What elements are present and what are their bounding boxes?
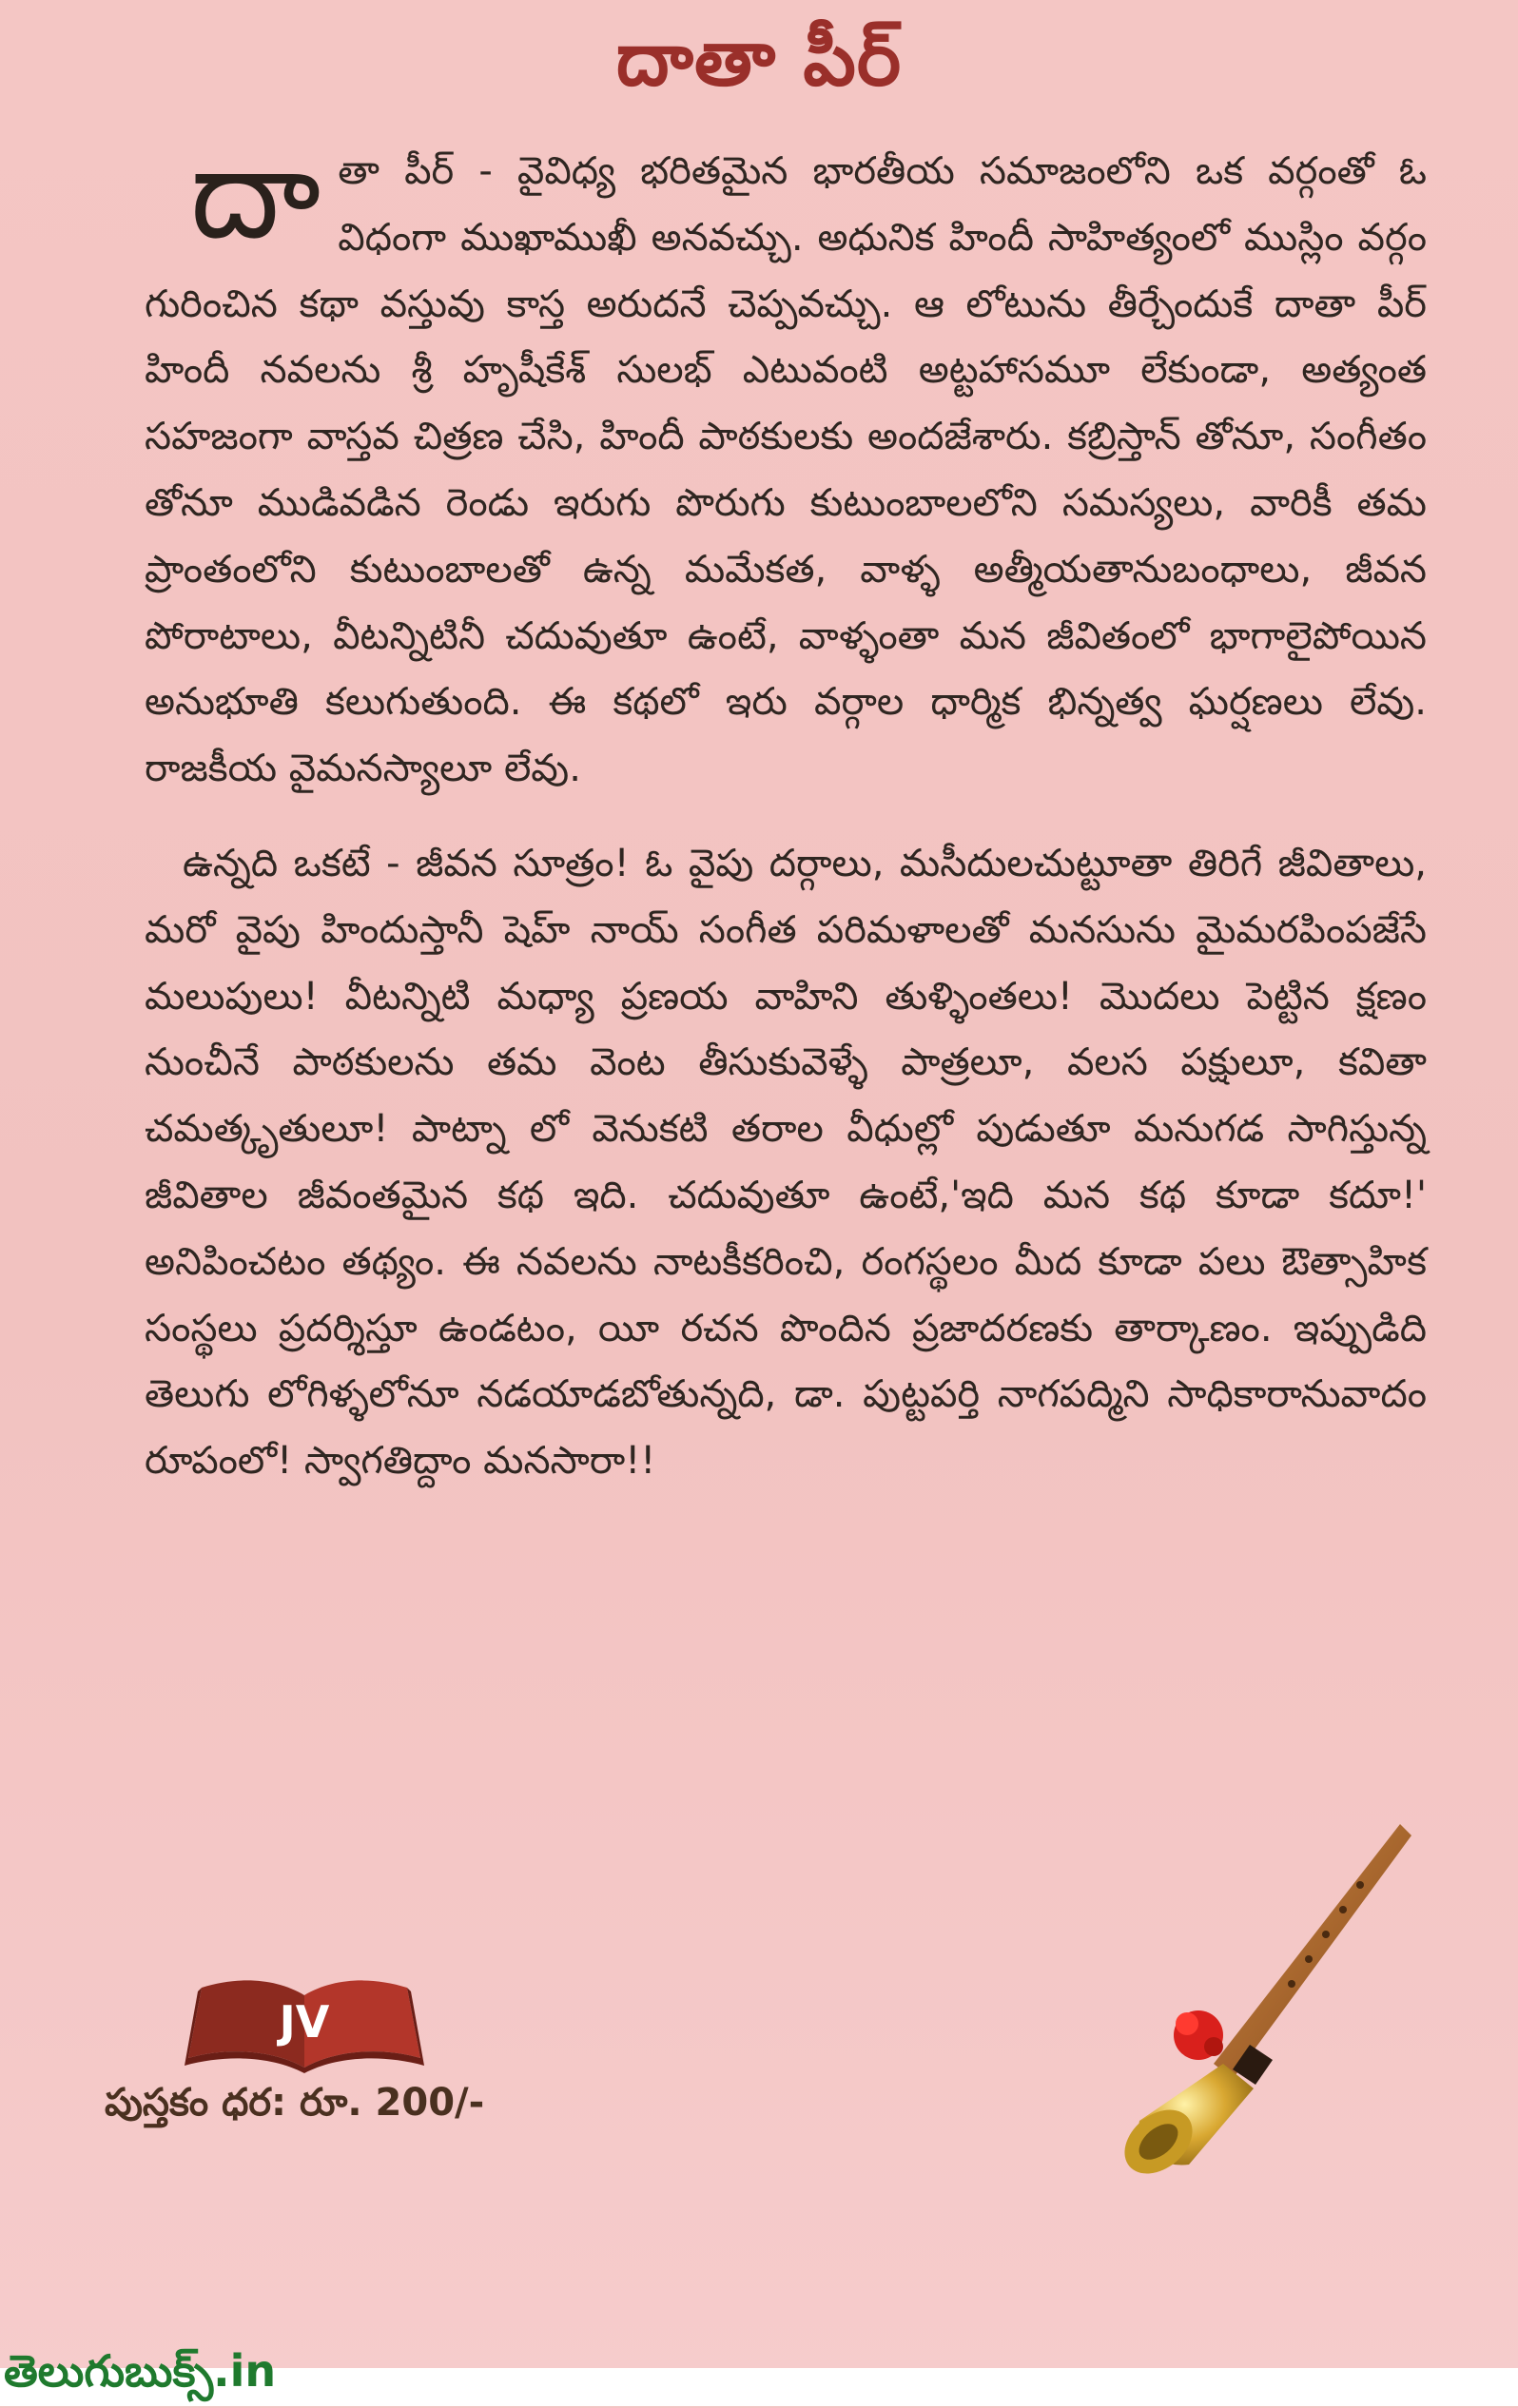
site-watermark: తెలుగుబుక్స్.in [4,2345,277,2397]
blurb-paragraph-1-text: తా పీర్ - వైవిధ్య భరితమైన భారతీయ సమాజంలోని ఒక వర్గంతో ఓ విధంగా ముఖాముఖీ అనవచ్చు. అధునిక హిందీ సాహిత్యంలో ముస్లిం వర్గం గురించిన కథా వస్తువు కాస్త అరుదనే చెప్పవచ్చు. ఆ లోటును తీర్చేందుకే దాతా పీర్ హిందీ నవలను శ్రీ హృషీకేశ్ సులభ్ ఎటువంటి అట్టహాసమూ లేకుండా, అత్యంత సహజంగా వాస్తవ చిత్రణ చేసి, హిందీ పాఠకులకు అందజేశారు. కబ్రిస్తాన్ తోనూ, సంగీతం తోనూ ముడివడిన రెండు ఇరుగు పొరుగు కుటుంబాలలోని సమస్యలు, వారికీ తమ ప్రాంతంలోని కుటుంబాలతో ఉన్న మమేకత, వాళ్ళ అత్మీయతానుబంధాలు, జీవన పోరాటాలు, వీటన్నిటినీ చదువుతూ ఉంటే, వాళ్ళంతా మన జీవితంలో భాగాలైపోయిన అనుభూతి కలుగుతుంది. ఈ కథలో ఇరు వర్గాల ధార్మిక భిన్నత్వ ఘర్షణలు లేవు. రాజకీయ వైమనస్యాలూ లేవు. [145,149,1427,791]
drop-cap: దా [190,121,321,267]
publisher-logo-text: JV [279,1996,330,2048]
open-book-icon [181,1967,428,2081]
book-price: పుస్తకం ధర: రూ. 200/- [105,2081,485,2125]
blurb-text [145,121,1427,1495]
book-title: దాతా పీర్ [615,17,903,103]
blurb-paragraph-2: ఉన్నది ఒకటే - జీవన సూత్రం! ఓ వైపు దర్గాలు, మసీదులచుట్టూతా తిరిగే జీవితాలు, మరో వైపు హిందుస్తానీ షెహ్ నాయ్ సంగీత పరిమళాలతో మనసును మైమరపింపజేసే మలుపులు! వీటన్నిటి మధ్యా ప్రణయ వాహిని తుళ్ళింతలు! మొదలు పెట్టిన క్షణం నుంచీనే పాఠకులను తమ వెంట తీసుకువెళ్ళే పాత్రలూ, వలస పక్షులూ, కవితా చమత్కృతులూ! పాట్నా లో వెనుకటి తరాల వీధుల్లో పుడుతూ మనుగడ సాగిస్తున్న జీవితాల జీవంతమైన కథ ఇది. చదువుతూ ఉంటే,'ఇది మన కథ కూడా కదూ!' అనిపించటం తథ్యం. ఈ నవలను నాటకీకరించి, రంగస్థలం మీద కూడా పలు ఔత్సాహిక సంస్థలు ప్రదర్శిస్తూ ఉండటం, యీ రచన పొందిన ప్రజాదరణకు తార్కాణం. ఇప్పుడిది తెలుగు లోగిళ్ళలోనూ నడయాడబోతున్నది, డా. పుట్టపర్తి నాగపద్మిని సాధికారానువాదం రూపంలో! స్వాగతిద్దాం మనసారా!! [145,841,1427,1484]
publisher-logo [181,1967,428,2081]
blurb-paragraph-1 [145,121,1427,803]
shehnai-icon [1046,1807,1446,2206]
